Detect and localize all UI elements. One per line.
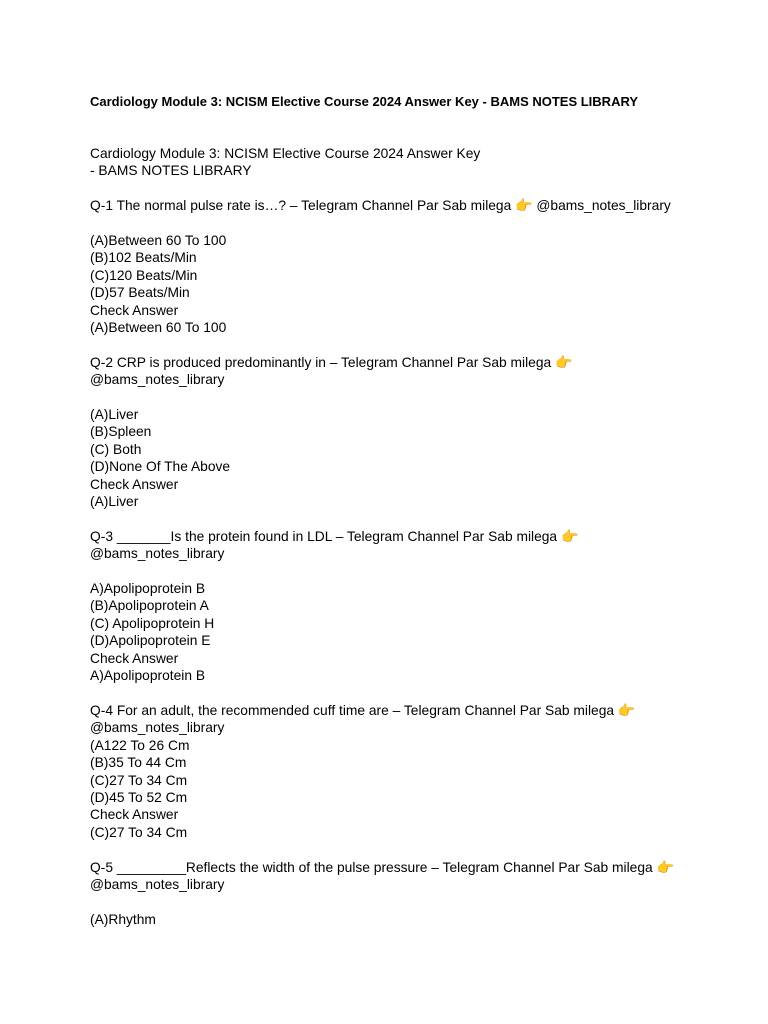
option-b: (B)Spleen [90,424,152,440]
answer-text: (C)27 To 34 Cm [90,824,188,840]
check-answer-link[interactable]: Check Answer [90,476,179,492]
question-prompt: Q-2 CRP is produced predominantly in – Telegram Channel Par Sab milega [90,354,552,370]
option-c: (C)120 Beats/Min [90,267,198,283]
option-a: (A)Rhythm [90,911,156,927]
option-d: (D)57 Beats/Min [90,285,190,301]
option-d: (D)None Of The Above [90,459,231,475]
question-prompt: Q-3 _______Is the protein found in LDL – Telegram Channel Par Sab milega [90,528,558,544]
question-block-4 [90,702,710,841]
question-text [90,859,710,876]
check-answer-link[interactable]: Check Answer [90,302,179,318]
option-a: (A122 To 26 Cm [90,737,190,753]
check-answer-link[interactable]: Check Answer [90,807,179,823]
intro-line-2: - BAMS NOTES LIBRARY [90,163,252,179]
option-c: (C) Both [90,441,142,457]
channel-handle[interactable]: @bams_notes_library [90,372,225,388]
option-a: (A)Liver [90,407,139,423]
channel-handle[interactable]: @bams_notes_library [90,876,225,892]
intro-line-1: Cardiology Module 3: NCISM Elective Course 2024 Answer Key [90,146,481,161]
channel-handle[interactable]: @bams_notes_library [536,198,671,214]
question-block-5 [90,859,710,929]
option-a: A)Apolipoprotein B [90,581,206,597]
option-b: (B)Apolipoprotein A [90,598,209,614]
question-text [90,702,710,719]
answer-text: (A)Liver [90,494,139,510]
answer-text: (A)Between 60 To 100 [90,320,227,336]
option-c: (C) Apolipoprotein H [90,615,215,631]
question-block-3 [90,528,710,685]
question-prompt: Q-4 For an adult, the recommended cuff time are – Telegram Channel Par Sab milega [90,702,615,718]
pointing-hand-icon: 👉 [555,353,573,370]
pointing-hand-icon: 👉 [617,701,636,718]
question-text [90,197,710,214]
question-block-1 [90,197,710,336]
option-b: (B)102 Beats/Min [90,250,197,266]
document-body [90,145,710,928]
option-c: (C)27 To 34 Cm [90,772,188,788]
option-d: (D)45 To 52 Cm [90,789,188,805]
channel-handle[interactable]: @bams_notes_library [90,720,225,736]
check-answer-link[interactable]: Check Answer [90,650,179,666]
option-b: (B)35 To 44 Cm [90,755,187,771]
question-prompt: Q-1 The normal pulse rate is…? – Telegram Channel Par Sab milega [90,198,512,214]
pointing-hand-icon: 👉 [515,197,533,214]
answer-text: A)Apolipoprotein B [90,668,206,684]
document-title: Cardiology Module 3: NCISM Elective Course 2024 Answer Key - BAMS NOTES LIBRARY [90,94,639,109]
question-block-2 [90,354,710,511]
question-text [90,528,710,545]
question-prompt: Q-5 _________Reflects the width of the pulse pressure – Telegram Channel Par Sab milega [90,859,653,875]
channel-handle[interactable]: @bams_notes_library [90,546,225,562]
option-d: (D)Apolipoprotein E [90,633,211,649]
option-a: (A)Between 60 To 100 [90,233,227,248]
pointing-hand-icon: 👉 [560,527,579,544]
question-text [90,354,710,371]
pointing-hand-icon: 👉 [656,858,674,875]
